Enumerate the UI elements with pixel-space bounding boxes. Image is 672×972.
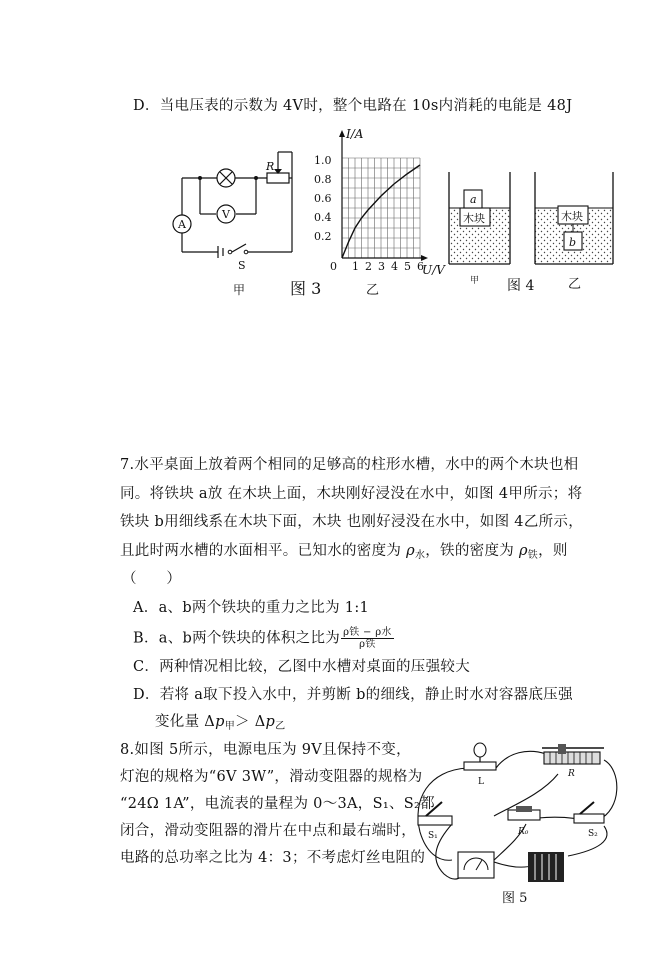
q7-answer-blank: （ ） — [122, 571, 182, 587]
q7-option-a: A．a、b两个铁块的重力之比为 1:1 — [133, 600, 370, 616]
q7-line-4-mid: ，铁的密度为 — [425, 543, 519, 559]
q8-line-4: 闭合，滑动变阻器的滑片在中点和最右端时， — [120, 823, 416, 839]
ammeter-label: A — [178, 218, 186, 231]
lamp-bulb-icon — [474, 743, 486, 757]
rheostat-r-label: R — [568, 769, 575, 779]
fig4-tanks-diagram — [444, 170, 620, 300]
switch-s2 — [574, 814, 604, 823]
voltmeter-label: V — [222, 208, 230, 221]
fig3-jia-label: 甲 — [233, 283, 246, 297]
rho-iron-subscript: 铁 — [527, 550, 539, 561]
y-tick-label: 0.8 — [314, 173, 332, 186]
subscript-yi: 乙 — [275, 721, 286, 732]
s1-label: S₁ — [428, 831, 438, 841]
q7-option-d-line-2 — [155, 712, 285, 737]
pressure-symbol: p — [215, 714, 225, 730]
x-tick-label: 0 — [330, 260, 337, 273]
x-tick-label: 3 — [378, 260, 385, 273]
rheostat-coil — [544, 752, 600, 764]
volume-ratio-fraction — [341, 627, 394, 650]
fraction-denominator: ρ铁 — [359, 639, 376, 650]
switch-label: S — [238, 259, 246, 272]
pressure-symbol: p — [265, 714, 276, 730]
q8-line-1: 8.如图 5所示，电源电压为 9V且保持不变， — [120, 742, 411, 758]
x-tick-label: 4 — [391, 260, 398, 273]
q7-option-d-line-1: D．若将 a取下投入水中，并剪断 b的细线，静止时水对容器底压强 — [133, 687, 573, 703]
block-a-label: a — [470, 193, 477, 206]
q6-option-d: D．当电压表的示数为 4V时，整个电路在 10s内消耗的电能是 48J — [133, 98, 573, 114]
fraction-numerator: ρ铁 − ρ水 — [343, 627, 392, 638]
y-tick-label: 0.6 — [314, 192, 332, 205]
x-tick-label: 1 — [352, 260, 359, 273]
rheostat-slider — [558, 744, 566, 754]
fig4-yi-label: 乙 — [568, 277, 582, 292]
block-b-label: b — [569, 236, 577, 249]
lamp-label: L — [478, 777, 484, 787]
q7-line-2: 同。将铁块 a放 在木块上面，木块刚好浸没在水中，如图 4甲所示；将 — [120, 486, 583, 502]
fig3-iu-graph — [308, 124, 448, 302]
rheostat-label: R — [266, 160, 275, 173]
q7-line-4-text: 且此时两水槽的水面相平。已知水的密度为 — [120, 543, 407, 559]
y-axis-label: I/A — [346, 127, 364, 141]
q8-line-2: 灯泡的规格为“6V 3W”，滑动变阻器的规格为 — [120, 769, 423, 785]
wire — [598, 760, 617, 820]
q7-line-4-end: ，则 — [538, 543, 568, 559]
q7-option-d-prefix: 变化量 Δ — [155, 714, 216, 730]
rho-symbol: ρ — [406, 543, 415, 559]
fig4-jia-label: 甲 — [470, 276, 480, 286]
r0-label: R₀ — [518, 827, 529, 837]
wire — [496, 751, 546, 768]
fig3-caption: 图 3 — [290, 279, 322, 298]
y-tick-label: 0.4 — [314, 211, 332, 224]
resistor-r0-body — [516, 806, 532, 812]
fig3-yi-label: 乙 — [366, 283, 380, 298]
fig5-caption: 图 5 — [502, 891, 528, 906]
q7-option-b — [133, 627, 394, 650]
wood-label-jia: 木块 — [463, 212, 485, 225]
greater-than: ＞ Δ — [235, 714, 266, 730]
q8-line-5: 电路的总功率之比为 4：3；不考虑灯丝电阻的 — [120, 850, 426, 866]
q7-line-4 — [120, 541, 568, 566]
x-tick-label: 2 — [365, 260, 372, 273]
wire — [418, 768, 468, 860]
rho-water-subscript: 水 — [414, 550, 426, 561]
fig5-circuit-illustration — [408, 740, 624, 910]
y-tick-label: 1.0 — [314, 154, 332, 167]
y-tick-label: 0.2 — [314, 230, 332, 243]
q7-line-3: 铁块 b用细线系在木块下面，木块 也刚好浸没在水中，如图 4乙所示， — [120, 514, 584, 530]
x-tick-label: 5 — [404, 260, 411, 273]
fig3-circuit-diagram — [160, 140, 300, 300]
s2-label: S₂ — [588, 829, 598, 839]
x-axis-label: U/V — [422, 263, 445, 277]
battery-icon — [528, 852, 564, 882]
q7-option-b-text: B．a、b两个铁块的体积之比为 — [133, 630, 341, 647]
x-tick-label: 6 — [417, 260, 424, 273]
q7-line-1: 7.水平桌面上放着两个相同的足够高的柱形水槽，水中的两个木块也相 — [120, 457, 579, 473]
q7-option-c: C．两种情况相比较，乙图中水槽对桌面的压强较大 — [133, 659, 470, 675]
y-axis-arrow — [339, 130, 345, 137]
ammeter-icon — [458, 852, 494, 878]
rho-symbol: ρ — [518, 543, 528, 559]
wood-label-yi: 木块 — [561, 210, 583, 223]
fig4-caption: 图 4 — [507, 278, 535, 294]
switch-s1 — [418, 816, 452, 825]
q8-line-3: “24Ω 1A”，电流表的量程为 0～3A，S₁、S₂都 — [120, 796, 435, 812]
lamp-base — [464, 762, 496, 770]
subscript-jia: 甲 — [224, 721, 235, 732]
switch-s1-lever — [426, 802, 442, 816]
switch-s2-lever — [580, 802, 594, 814]
